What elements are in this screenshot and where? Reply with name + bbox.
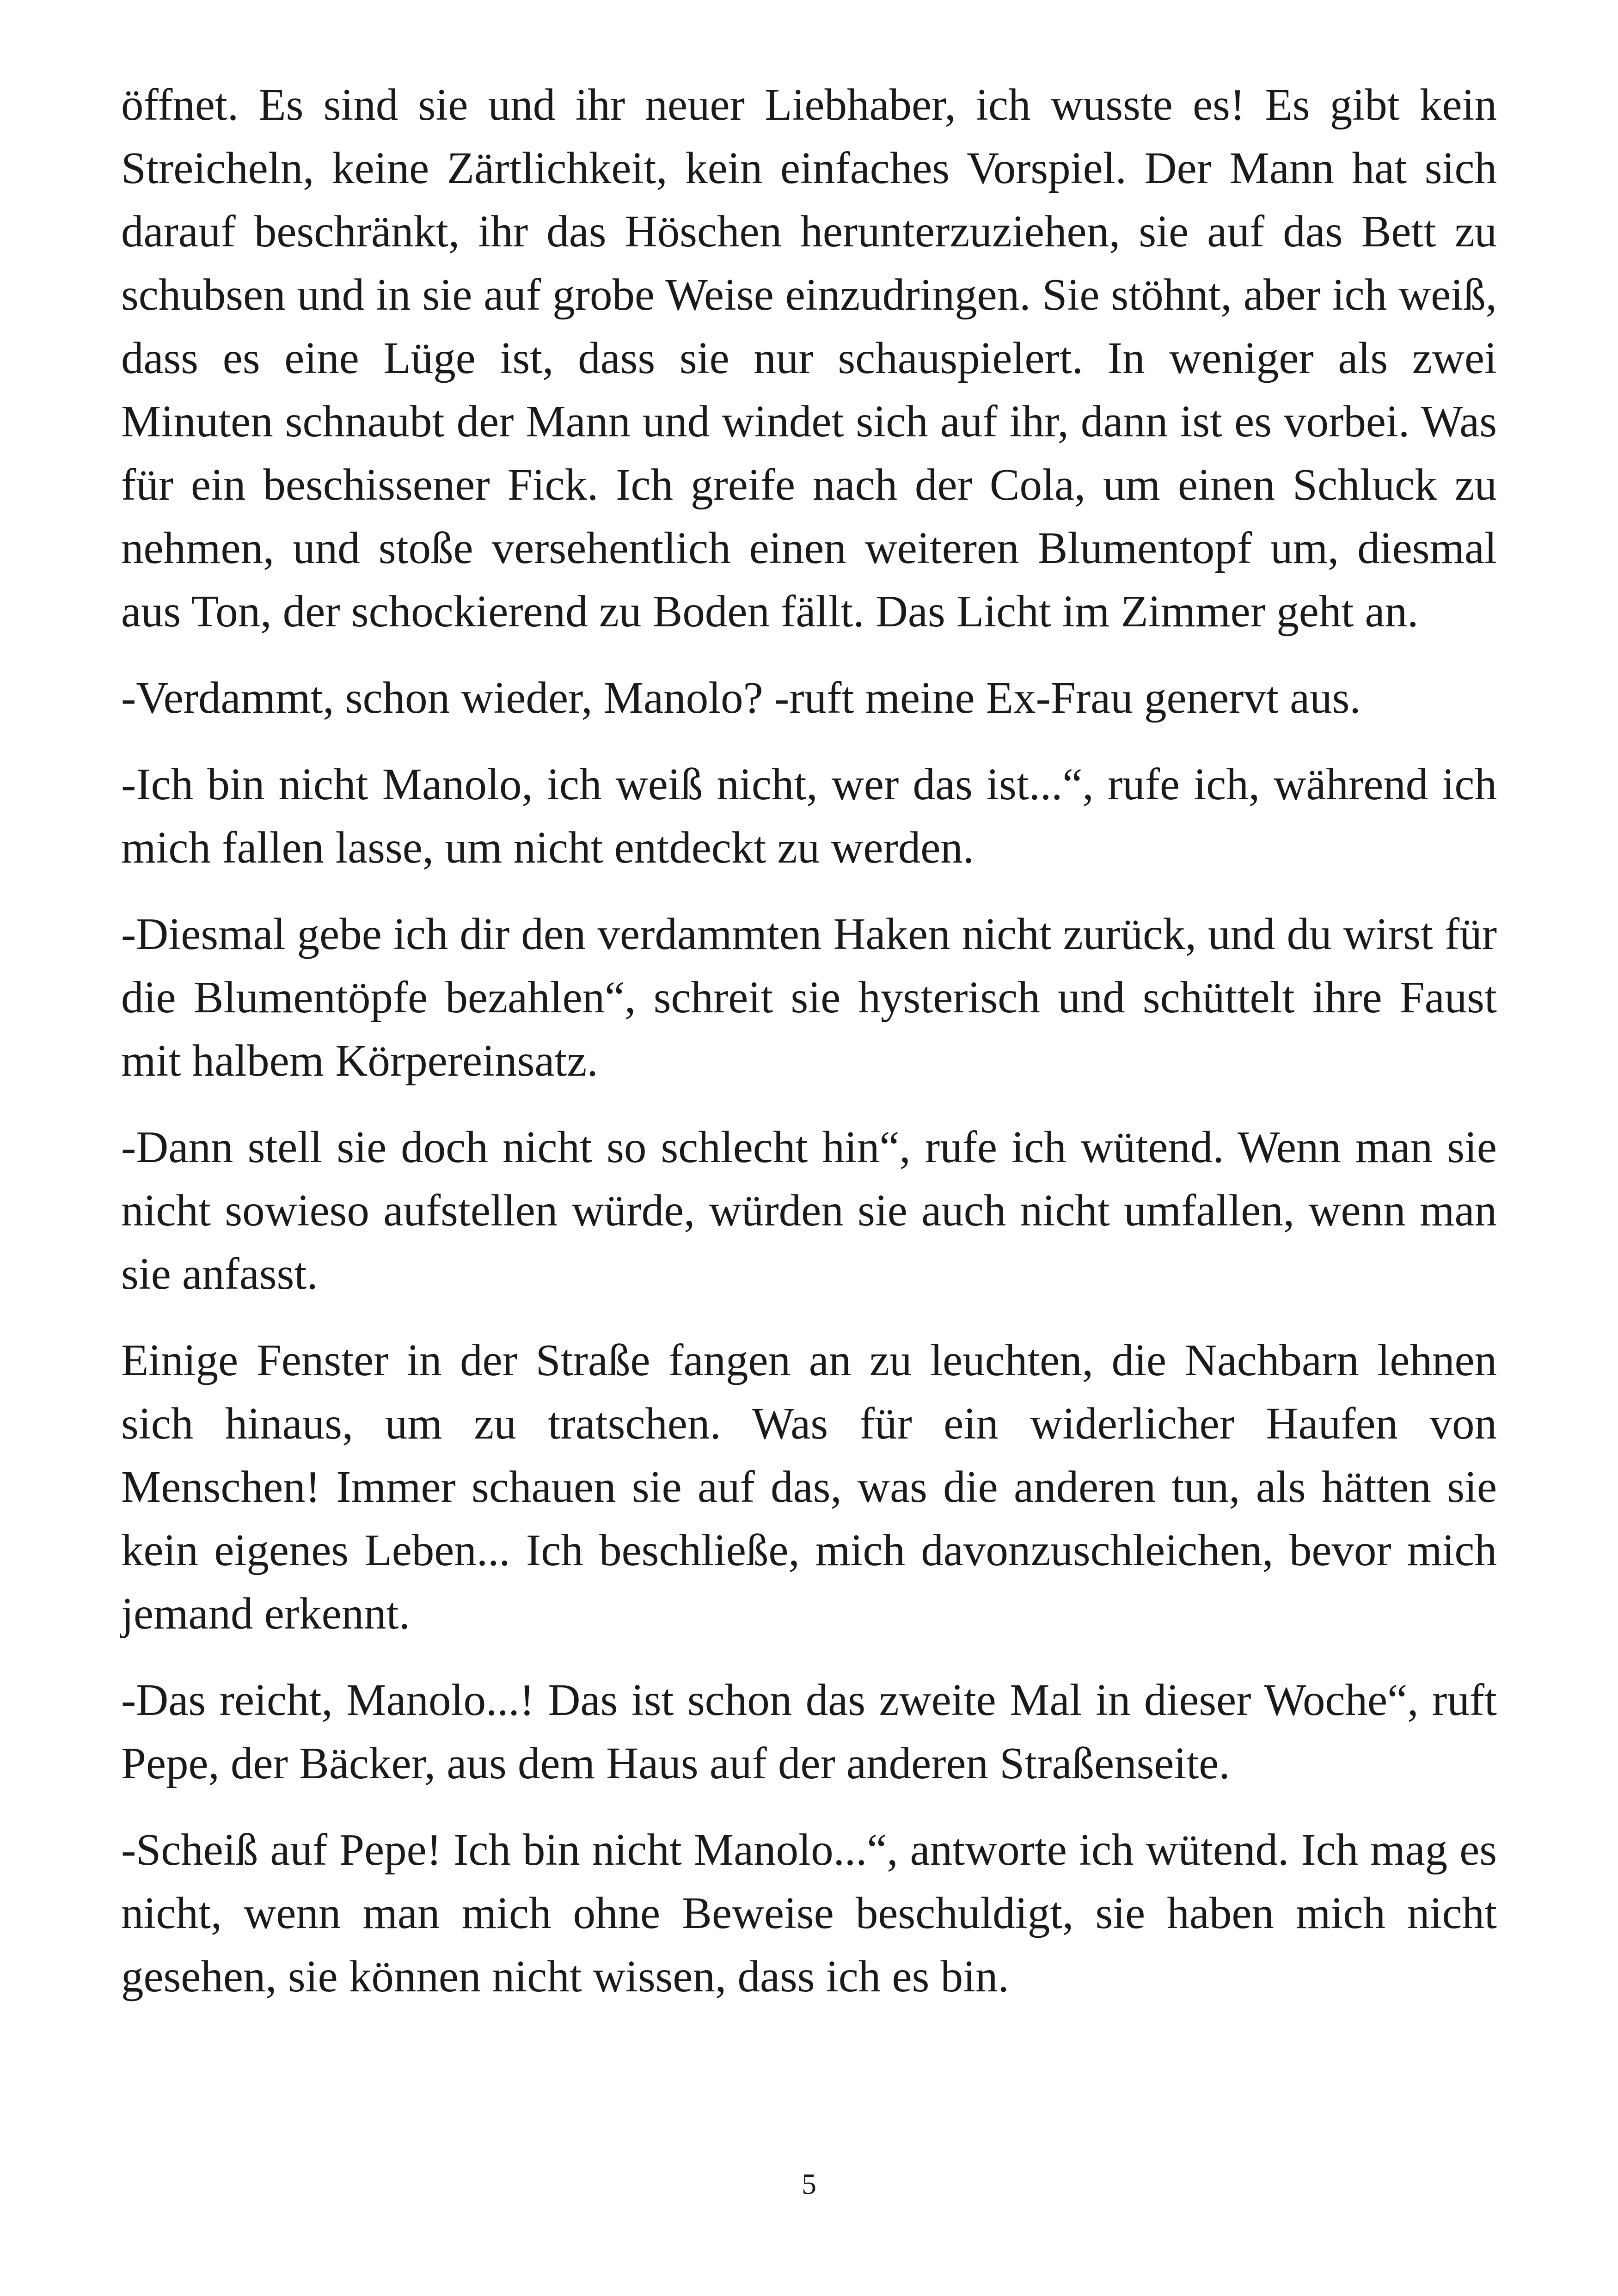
paragraph: -Das reicht, Manolo...! Das ist schon das zweite Mal in dieser Woche“, ruft Pepe, der Bäcker, aus dem Haus auf der anderen Straßenseite. xyxy=(121,1675,1497,1788)
paragraph: -Verdammt, schon wieder, Manolo? -ruft meine Ex-Frau genervt aus. xyxy=(121,673,1361,722)
paragraph: -Ich bin nicht Manolo, ich weiß nicht, wer das ist...“, rufe ich, während ich mich fallen lasse, um nicht entdeckt zu werden. xyxy=(121,759,1497,872)
paragraph: -Scheiß auf Pepe! Ich bin nicht Manolo...“, antworte ich wütend. Ich mag es nicht, wenn man mich ohne Beweise beschuldigt, sie haben mich nicht gesehen, sie können nicht wissen, dass ich es bin. xyxy=(121,1825,1497,2001)
page-number: 5 xyxy=(802,2167,816,2200)
paragraph: öffnet. Es sind sie und ihr neuer Liebhaber, ich wusste es! Es gibt kein Streicheln, keine Zärtlichkeit, kein einfaches Vorspiel. Der Mann hat sich darauf beschränkt, ihr das Höschen herunterzuziehen, sie auf das Bett zu schubsen und in sie auf grobe Weise einzudringen. Sie stöhnt, aber ich weiß, dass es eine Lüge ist, dass sie nur schauspielert. In weniger als zwei Minuten schnaubt der Mann und windet sich auf ihr, dann ist es vorbei. Was für ein beschissener Fick. Ich greife nach der Cola, um einen Schluck zu nehmen, und stoße versehentlich einen weiteren Blumentopf um, diesmal aus Ton, der schockierend zu Boden fällt. Das Licht im Zimmer geht an. xyxy=(121,80,1497,636)
paragraph: -Diesmal gebe ich dir den verdammten Haken nicht zurück, und du wirst für die Blumentöpfe bezahlen“, schreit sie hysterisch und schüttelt ihre Faust mit halbem Körpereinsatz. xyxy=(121,909,1497,1085)
paragraph: -Dann stell sie doch nicht so schlecht hin“, rufe ich wütend. Wenn man sie nicht sowieso aufstellen würde, würden sie auch nicht umfallen, wenn man sie anfasst. xyxy=(121,1122,1497,1298)
paragraph: Einige Fenster in der Straße fangen an zu leuchten, die Nachbarn lehnen sich hinaus, um zu tratschen. Was für ein widerlicher Haufen von Menschen! Immer schauen sie auf das, was die anderen tun, als hätten sie kein eigenes Leben... Ich beschließe, mich davonzuschleichen, bevor mich jemand erkennt. xyxy=(121,1335,1497,1638)
body-text xyxy=(121,73,1497,2008)
